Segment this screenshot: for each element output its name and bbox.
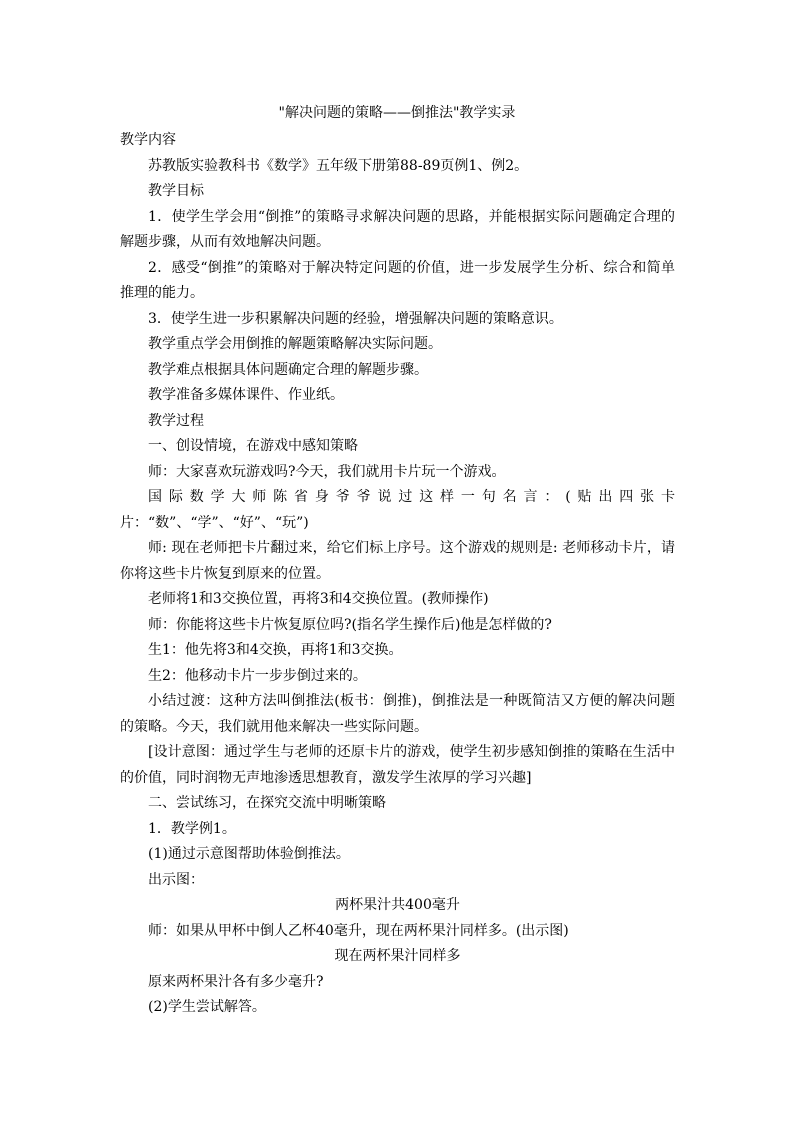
paragraph: [设计意图：通过学生与老师的还原卡片的游戏，使学生初步感知倒推的策略在生活中的价值，同时润物无声地渗透思想教育，激发学生浓厚的学习兴趣] [120, 744, 675, 786]
paragraph: 1．使学生学会用“倒推”的策略寻求解决问题的思路，并能根据实际问题确定合理的解题步骤，从而有效地解决问题。 [120, 208, 675, 250]
paragraph: 生1：他先将3和4交换，再将1和3交换。 [148, 642, 403, 658]
paragraph: 教学重点学会用倒推的解题策略解决实际问题。 [148, 336, 442, 352]
paragraph: 生2：他移动卡片一步步倒过来的。 [148, 667, 367, 684]
paragraph: 教学难点根据具体问题确定合理的解题步骤。 [148, 361, 428, 378]
paragraph: 1．教学例1。 [148, 820, 236, 837]
paragraph: 小结过渡：这种方法叫倒推法(板书：倒推)，倒推法是一种既简洁又方便的解决问题的策略。今天，我们就用他来解决一些实际问题。 [120, 693, 675, 735]
document-body [120, 128, 675, 1021]
figure-caption: 现在两杯果汁同样多 [334, 948, 461, 964]
paragraph: 教学内容 [120, 132, 176, 148]
paragraph: 师: 现在老师把卡片翻过来，给它们标上序号。这个游戏的规则是: 老师移动卡片，请你将这些卡片恢复到原来的位置。 [120, 540, 675, 582]
paragraph: 教学过程 [148, 412, 204, 429]
paragraph: 原来两杯果汁各有多少毫升? [148, 973, 324, 990]
paragraph: 教学目标 [148, 183, 204, 199]
paragraph: 老师将1和3交换位置，再将3和4交换位置。(教师操作) [148, 591, 489, 607]
paragraph: 二、尝试练习，在探究交流中明晰策略 [148, 795, 386, 811]
paragraph: 3．使学生进一步积累解决问题的经验，增强解决问题的策略意识。 [148, 310, 563, 327]
paragraph: 师：你能将这些卡片恢复原位吗?(指名学生操作后)他是怎样做的? [148, 616, 552, 633]
paragraph: 2．感受“倒推”的策略对于解决特定问题的价值，进一步发展学生分析、综合和简单推理的能力。 [120, 259, 675, 301]
paragraph: (2)学生尝试解答。 [148, 999, 266, 1015]
figure-caption: 两杯果汁共400毫升 [335, 897, 460, 913]
paragraph: 师：如果从甲杯中倒人乙杯40毫升，现在两杯果汁同样多。(出示图) [148, 922, 569, 939]
paragraph: 国际数学大师陈省身爷爷说过这样一句名言：(贴出四张卡片：“数”、“学”、“好”、“玩”) [120, 489, 675, 531]
paragraph: 出示图： [148, 871, 204, 888]
paragraph: 苏教版实验教科书《数学》五年级下册第88-89页例1、例2。 [148, 157, 529, 174]
paragraph: 一、创设情境，在游戏中感知策略 [148, 438, 358, 454]
paragraph: 教学准备多媒体课件、作业纸。 [148, 387, 344, 403]
paragraph: (1)通过示意图帮助体验倒推法。 [148, 846, 350, 862]
paragraph: 师：大家喜欢玩游戏吗?今天，我们就用卡片玩一个游戏。 [148, 463, 506, 480]
document-title: "解决问题的策略——倒推法"教学实录 [278, 105, 516, 121]
